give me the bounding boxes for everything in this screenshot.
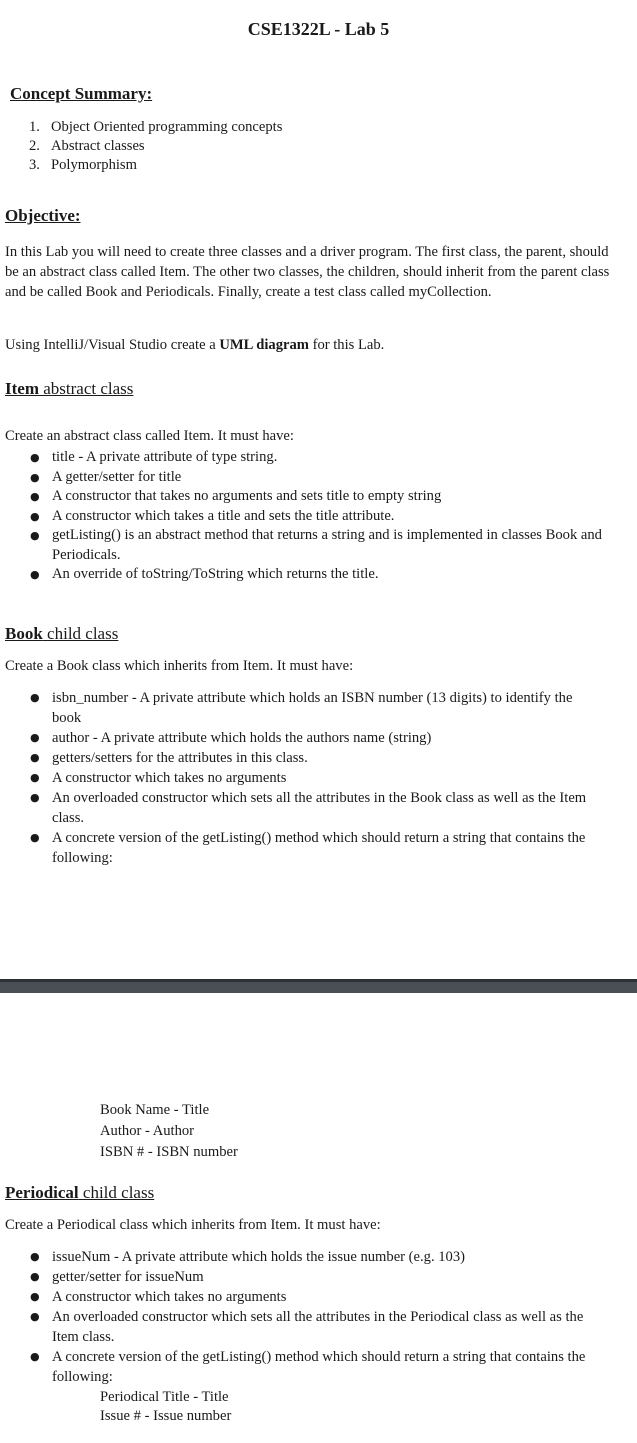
book-requirements-list xyxy=(5,688,595,868)
objective-paragraph: In this Lab you will need to create three classes and a driver program. The first class, the parent, should be an abstract class called Item. The other two classes, the children, should inherit from the parent class and be called Book and Periodicals. Finally, create a test class called myCollection. xyxy=(5,244,610,300)
periodical-class-heading: Periodical child class xyxy=(5,1183,155,1202)
list-item: ● An overloaded constructor which sets all the attributes in the Book class as well as the Item class. xyxy=(5,788,595,828)
book-listing-line: Book Name - Title xyxy=(100,1102,210,1118)
periodical-requirements-list xyxy=(5,1247,595,1387)
item-intro: Create an abstract class called Item. It must have: xyxy=(5,428,294,444)
concept-list xyxy=(29,118,282,175)
list-item: ● A concrete version of the getListing() method which should return a string that contains the following: xyxy=(5,1347,595,1387)
page-break-divider xyxy=(0,979,637,993)
list-item: ● getter/setter for issueNum xyxy=(5,1267,595,1287)
periodical-intro: Create a Periodical class which inherits from Item. It must have: xyxy=(5,1217,381,1233)
book-class-heading: Book child class xyxy=(5,624,119,643)
list-item: ● An overloaded constructor which sets all the attributes in the Periodical class as well as the Item class. xyxy=(5,1307,595,1347)
periodical-listing-line: Periodical Title - Title xyxy=(100,1389,229,1405)
list-item: 2. Abstract classes xyxy=(29,138,145,154)
concept-summary-heading: Concept Summary: xyxy=(10,84,153,103)
list-item: ● A getter/setter for title xyxy=(5,468,630,488)
book-listing-line: ISBN # - ISBN number xyxy=(100,1144,238,1160)
list-item: ● title - A private attribute of type string. xyxy=(5,448,630,468)
list-item: 3. Polymorphism xyxy=(29,157,137,173)
list-item: ● getListing() is an abstract method that returns a string and is implemented in classes Book and Periodicals. xyxy=(5,526,630,565)
periodical-listing-line: Issue # - Issue number xyxy=(100,1408,232,1424)
page-title: CSE1322L - Lab 5 xyxy=(247,19,390,39)
list-item: ● A constructor that takes no arguments and sets title to empty string xyxy=(5,487,630,507)
list-item: ● A constructor which takes no arguments xyxy=(5,1287,595,1307)
book-intro: Create a Book class which inherits from Item. It must have: xyxy=(5,658,354,674)
list-item: ● An override of toString/ToString which returns the title. xyxy=(5,565,630,585)
list-item: ● A constructor which takes a title and sets the title attribute. xyxy=(5,507,630,527)
item-requirements-list xyxy=(5,448,630,585)
list-item: ● A concrete version of the getListing() method which should return a string that contains the following: xyxy=(5,828,595,868)
list-item: ● getters/setters for the attributes in this class. xyxy=(5,748,595,768)
list-item: 1. Object Oriented programming concepts xyxy=(29,119,283,135)
list-item: ● issueNum - A private attribute which holds the issue number (e.g. 103) xyxy=(5,1247,595,1267)
item-class-heading: Item abstract class xyxy=(5,379,134,398)
list-item: ● author - A private attribute which holds the authors name (string) xyxy=(5,728,595,748)
list-item: ● isbn_number - A private attribute which holds an ISBN number (13 digits) to identify the book xyxy=(5,688,595,728)
objective-heading: Objective: xyxy=(5,206,81,225)
uml-paragraph: Using IntelliJ/Visual Studio create a UML diagram for this Lab. xyxy=(5,337,385,353)
list-item: ● A constructor which takes no arguments xyxy=(5,768,595,788)
book-listing-line: Author - Author xyxy=(100,1123,195,1139)
